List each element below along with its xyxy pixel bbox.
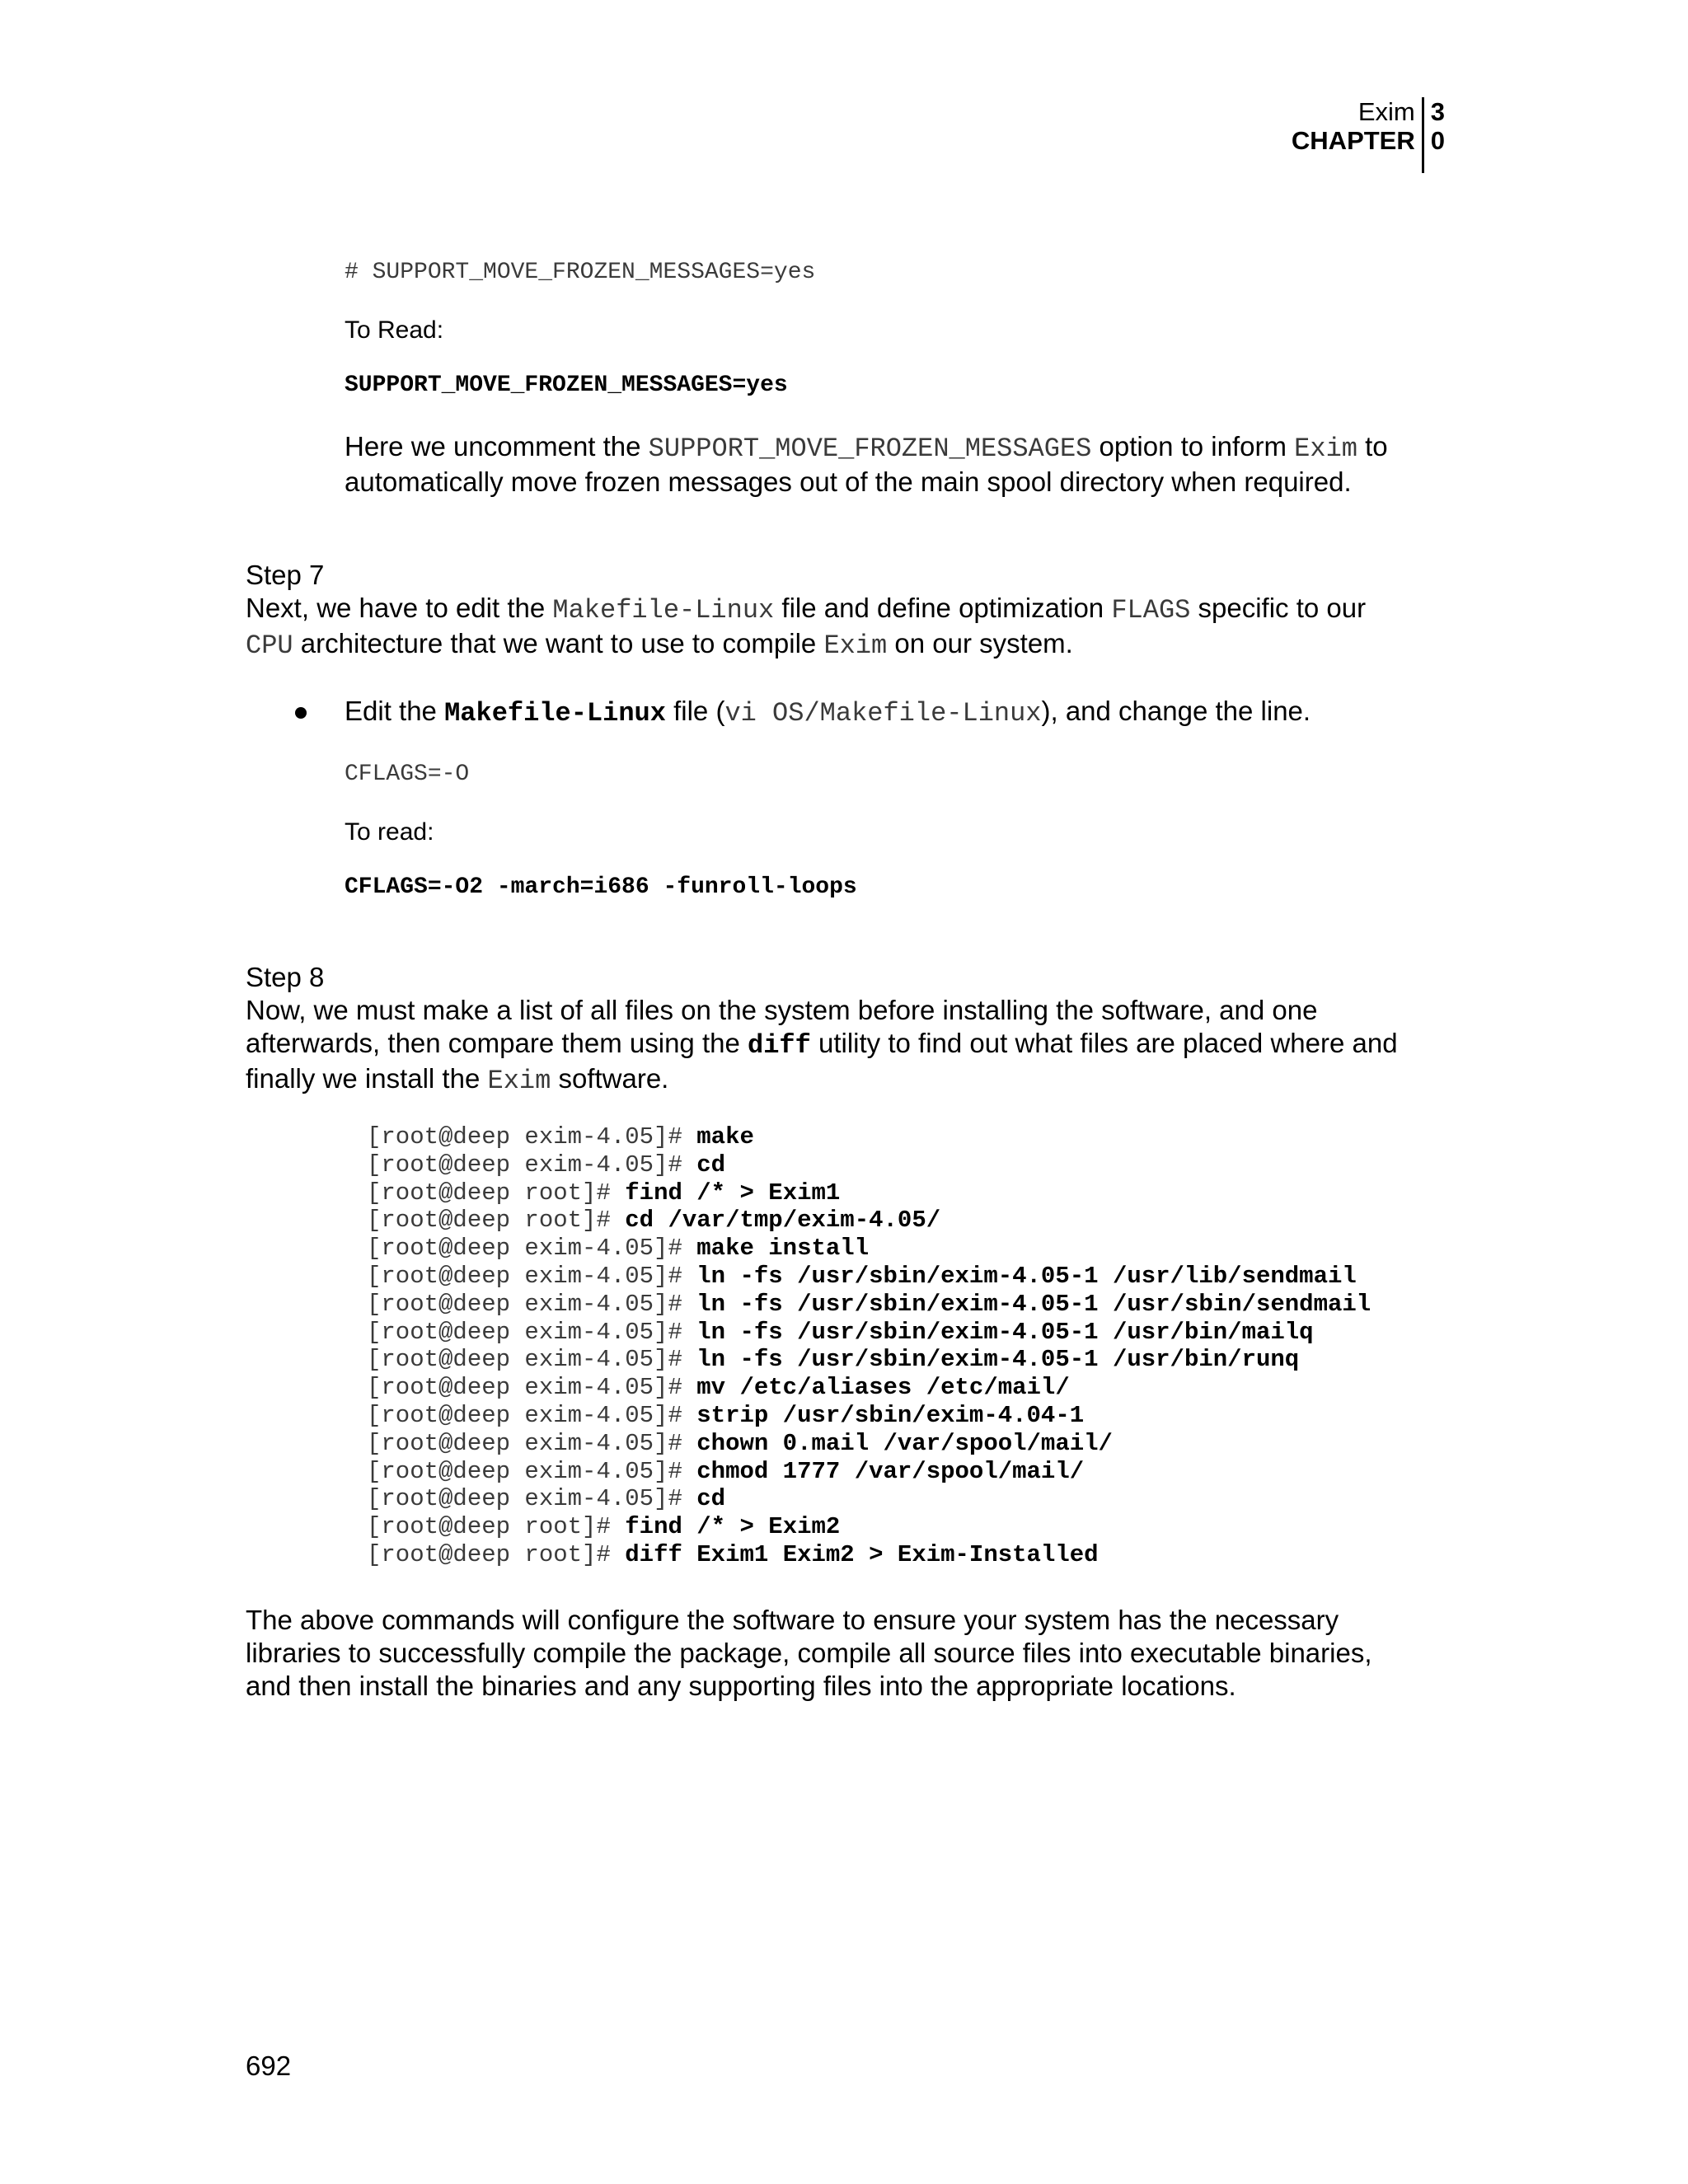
shell-prompt: [root@deep root]# bbox=[367, 1207, 626, 1235]
shell-command: cd bbox=[696, 1485, 726, 1513]
command-line bbox=[367, 1513, 1371, 1541]
shell-prompt: [root@deep exim-4.05]# bbox=[367, 1429, 697, 1457]
explain-code-1: SUPPORT_MOVE_FROZEN_MESSAGES bbox=[648, 434, 1092, 464]
step7-code-4: Exim bbox=[823, 630, 888, 661]
shell-command: ln -fs /usr/sbin/exim-4.05-1 /usr/bin/mailq bbox=[696, 1318, 1314, 1346]
command-line bbox=[367, 1235, 1371, 1263]
chapter-number-digit-2: 0 bbox=[1430, 126, 1445, 155]
explain-code-2: Exim bbox=[1294, 434, 1357, 464]
shell-prompt: [root@deep exim-4.05]# bbox=[367, 1457, 697, 1485]
shell-command: ln -fs /usr/sbin/exim-4.05-1 /usr/sbin/sendmail bbox=[696, 1290, 1372, 1318]
step-7-title: Step 7 bbox=[246, 560, 325, 590]
step-8-paragraph bbox=[246, 994, 1424, 1098]
step-8-title: Step 8 bbox=[246, 962, 325, 992]
command-line bbox=[367, 1207, 1371, 1235]
command-line bbox=[367, 1319, 1371, 1347]
step7-code-1: Makefile-Linux bbox=[552, 595, 775, 626]
step7-text-2: file and define optimization bbox=[774, 593, 1112, 623]
step7-text-3: specific to our bbox=[1190, 593, 1367, 623]
shell-prompt: [root@deep root]# bbox=[367, 1513, 626, 1541]
header-chapter-label: CHAPTER bbox=[1291, 126, 1415, 155]
shell-prompt: [root@deep exim-4.05]# bbox=[367, 1290, 697, 1318]
header-title: Exim bbox=[1357, 97, 1415, 126]
step-7-paragraph bbox=[246, 592, 1416, 663]
step7-text-5: on our system. bbox=[887, 628, 1073, 658]
command-line bbox=[367, 1458, 1371, 1486]
bullet-icon bbox=[295, 707, 307, 719]
bullet-file-name: Makefile-Linux bbox=[444, 698, 666, 729]
command-line bbox=[367, 1291, 1371, 1319]
command-line bbox=[367, 1123, 1371, 1151]
explain-text-2: option to inform bbox=[1091, 431, 1295, 462]
shell-prompt: [root@deep root]# bbox=[367, 1540, 626, 1568]
step8-text-1: Now, we must make a list of all files on the system before installing the software, and one afterwards, then compare them using the bbox=[246, 995, 1318, 1058]
step8-code-diff: diff bbox=[748, 1030, 811, 1061]
step8-text-3: software. bbox=[551, 1063, 669, 1094]
shell-command: mv /etc/aliases /etc/mail/ bbox=[696, 1374, 1070, 1402]
shell-command: cd bbox=[696, 1151, 726, 1179]
command-line bbox=[367, 1485, 1371, 1513]
command-line bbox=[367, 1346, 1371, 1374]
page-number: 692 bbox=[246, 2050, 292, 2081]
shell-command: ln -fs /usr/sbin/exim-4.05-1 /usr/lib/sendmail bbox=[696, 1262, 1357, 1290]
shell-command: ln -fs /usr/sbin/exim-4.05-1 /usr/bin/runq bbox=[696, 1346, 1300, 1374]
shell-prompt: [root@deep exim-4.05]# bbox=[367, 1374, 697, 1402]
step8-code-exim: Exim bbox=[487, 1066, 551, 1096]
step7-text-4: architecture that we want to use to compile bbox=[293, 628, 824, 658]
to-read-label: To Read: bbox=[345, 316, 444, 344]
cflags-original-line: CFLAGS=-O bbox=[345, 762, 470, 787]
step8-text-2: utility to find out what files are placed where and finally we install the bbox=[246, 1028, 1398, 1094]
step7-text-1: Next, we have to edit the bbox=[246, 593, 553, 623]
command-line bbox=[367, 1374, 1371, 1402]
shell-prompt: [root@deep exim-4.05]# bbox=[367, 1318, 697, 1346]
shell-command: cd /var/tmp/exim-4.05/ bbox=[625, 1207, 941, 1235]
step7-code-2: FLAGS bbox=[1111, 595, 1191, 626]
bullet-text-1: Edit the bbox=[345, 696, 445, 726]
command-line bbox=[367, 1263, 1371, 1291]
shell-command: chown 0.mail /var/spool/mail/ bbox=[696, 1429, 1113, 1457]
shell-command: make bbox=[696, 1123, 754, 1151]
chapter-number bbox=[1424, 97, 1445, 173]
bullet-text-3: ), and change the line. bbox=[1041, 696, 1311, 726]
uncomment-explanation bbox=[345, 430, 1432, 499]
shell-prompt: [root@deep exim-4.05]# bbox=[367, 1346, 697, 1374]
command-line bbox=[367, 1541, 1371, 1569]
chapter-header-labels bbox=[1292, 97, 1424, 173]
new-config-line: SUPPORT_MOVE_FROZEN_MESSAGES=yes bbox=[345, 373, 788, 398]
shell-command: chmod 1777 /var/spool/mail/ bbox=[696, 1457, 1085, 1485]
shell-prompt: [root@deep exim-4.05]# bbox=[367, 1123, 697, 1151]
shell-prompt: [root@deep exim-4.05]# bbox=[367, 1485, 697, 1513]
bullet-text-2: file ( bbox=[665, 696, 725, 726]
original-config-line: # SUPPORT_MOVE_FROZEN_MESSAGES=yes bbox=[345, 260, 816, 285]
shell-prompt: [root@deep exim-4.05]# bbox=[367, 1262, 697, 1290]
shell-command: diff Exim1 Exim2 > Exim-Installed bbox=[625, 1540, 1099, 1568]
command-line bbox=[367, 1151, 1371, 1179]
command-line bbox=[367, 1430, 1371, 1458]
chapter-number-digit-1: 3 bbox=[1430, 97, 1445, 126]
shell-prompt: [root@deep exim-4.05]# bbox=[367, 1151, 697, 1179]
shell-command: strip /usr/sbin/exim-4.04-1 bbox=[696, 1401, 1085, 1429]
cflags-to-read-label: To read: bbox=[345, 818, 434, 846]
command-line bbox=[367, 1402, 1371, 1430]
command-listing bbox=[367, 1123, 1371, 1569]
bullet-command: vi OS/Makefile-Linux bbox=[724, 698, 1042, 729]
shell-command: find /* > Exim2 bbox=[625, 1513, 841, 1541]
shell-prompt: [root@deep exim-4.05]# bbox=[367, 1235, 697, 1263]
step-8-closing-paragraph: The above commands will configure the software to ensure your system has the necessary libraries to successfully compile the package, compile all source files into executable binaries, and then install the binaries and any supporting files into the appropriate locations. bbox=[246, 1605, 1372, 1701]
explain-text-3: to automatically move frozen messages out of the main spool directory when required. bbox=[345, 431, 1388, 497]
shell-prompt: [root@deep exim-4.05]# bbox=[367, 1401, 697, 1429]
cflags-new-line: CFLAGS=-O2 -march=i686 -funroll-loops bbox=[345, 874, 857, 900]
chapter-header bbox=[1292, 97, 1445, 173]
step-7-bullet bbox=[345, 695, 1432, 730]
shell-command: make install bbox=[696, 1235, 870, 1263]
step7-code-3: CPU bbox=[246, 630, 293, 661]
shell-prompt: [root@deep root]# bbox=[367, 1179, 626, 1207]
command-line bbox=[367, 1179, 1371, 1207]
shell-command: find /* > Exim1 bbox=[625, 1179, 841, 1207]
explain-text-1: Here we uncomment the bbox=[345, 431, 649, 462]
